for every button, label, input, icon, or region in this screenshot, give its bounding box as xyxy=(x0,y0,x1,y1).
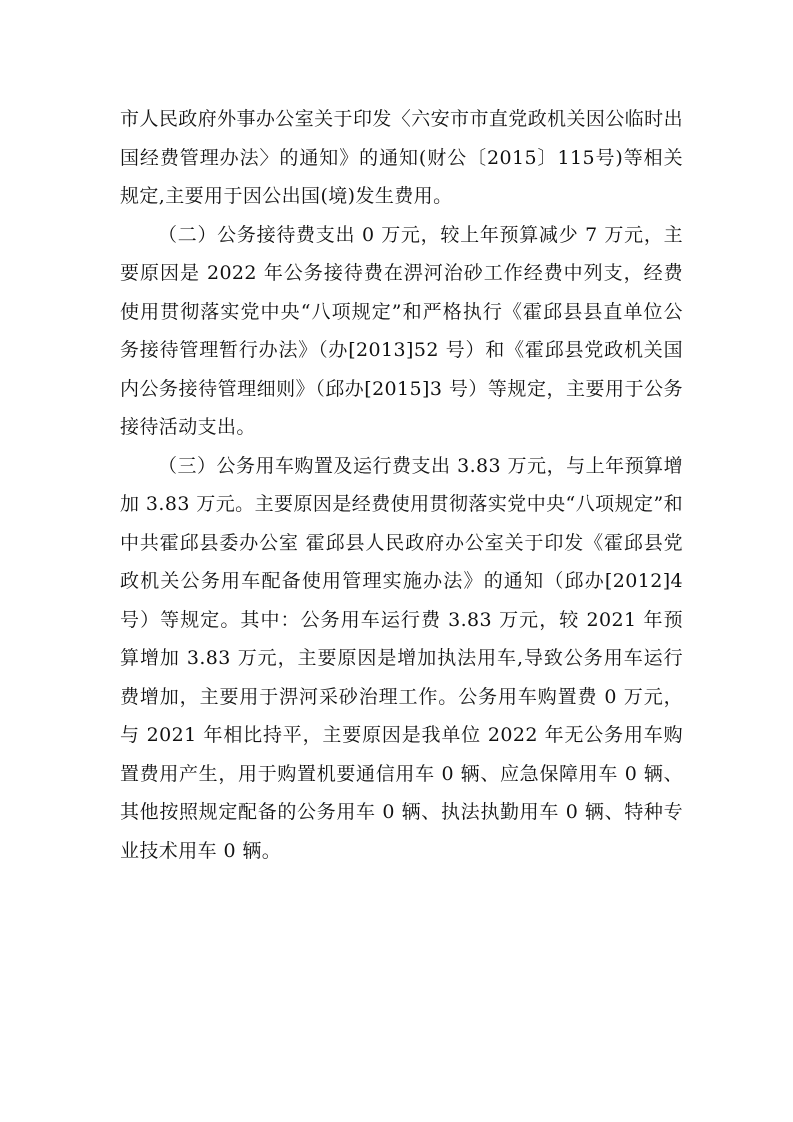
paragraph-reception-expenses: （二）公务接待费支出 0 万元，较上年预算减少 7 万元，主要原因是 2022 年公务接待费在淠河治砂工作经费中列支，经费使用贯彻落实党中央“八项规定”和严格执行《霍邱县县直单位公务接待管理暂行办法》（办[2013]52 号）和《霍邱县党政机关国内公务接待管理细则》（邱办[2015]3 号）等规定，主要用于公务接待活动支出。 xyxy=(120,223,683,438)
paragraph-foreign-travel-tail: 市人民政府外事办公室关于印发〈六安市市直党政机关因公临时出国经费管理办法〉的通知》的通知(财公〔2015〕115号)等相关规定,主要用于因公出国(境)发生费用。 xyxy=(120,108,683,207)
paragraph-vehicle-expenses: （三）公务用车购置及运行费支出 3.83 万元，与上年预算增加 3.83 万元。主要原因是经费使用贯彻落实党中央“八项规定”和中共霍邱县委办公室 霍邱县人民政府办公室关于印发《霍邱县党政机关公务用车配备使用管理实施办法》的通知（邱办[2012]4 号）等规定。其中：公务用车运行费 3.83 万元，较 2021 年预算增加 3.83 万元，主要原因是增加执法用车,导致公务用车运行费增加，主要用于淠河采砂治理工作。公务用车购置费 0 万元，与 2021 年相比持平，主要原因是我单位 2022 年无公务用车购置费用产生，用于购置机要通信用车 0 辆、应急保障用车 0 辆、其他按照规定配备的公务用车 0 辆、执法执勤用车 0 辆、特种专业技术用车 0 辆。 xyxy=(120,454,683,862)
document-body xyxy=(120,100,683,870)
